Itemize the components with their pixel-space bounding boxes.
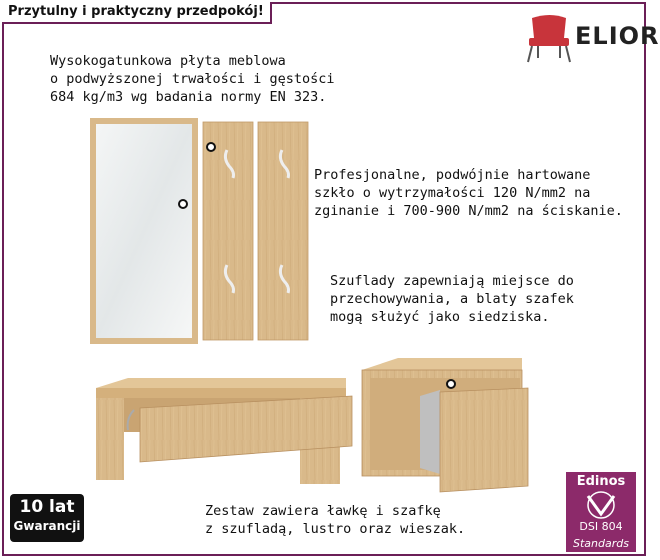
warranty-label: Gwarancji — [13, 519, 81, 533]
glass-marker — [178, 199, 188, 209]
certificate-label: Standards — [573, 537, 629, 550]
warranty-badge — [10, 494, 84, 542]
drawer-marker — [446, 379, 456, 389]
checkmark-icon — [566, 490, 636, 520]
cabinet-with-drawer — [362, 358, 528, 492]
coat-rack-panel-left — [203, 122, 253, 340]
glass-description: Profesjonalne, podwójnie hartowane szkło o wytrzymałości 120 N/mm2 na zginanie i 700-900 N/mm2 na ściskanie. — [314, 167, 623, 219]
warranty-years: 10 lat — [19, 497, 75, 517]
bench — [96, 378, 352, 484]
drawers-description: Szuflady zapewniają miejsce do przechowywania, a blaty szafek mogą służyć jako siedziska. — [330, 273, 574, 325]
panel-description: Wysokogatunkowa płyta meblowa o podwyższonej trwałości i gęstości 684 kg/m3 wg badania normy EN 323. — [50, 53, 335, 105]
page-title: Przytulny i praktyczny przedpokój! — [2, 2, 272, 24]
certificate-badge — [566, 472, 636, 552]
mirror — [90, 118, 198, 344]
certificate-code-right: 804 — [601, 520, 623, 533]
certificate-code — [566, 520, 636, 533]
brand-name: ELIOR — [575, 22, 660, 50]
certificate-brand: Edinos — [576, 474, 626, 489]
certificate-code-left: DSI — [579, 520, 599, 533]
set-description: Zestaw zawiera ławkę i szafkę z szufladą, lustro oraz wieszak. — [205, 503, 466, 537]
coat-rack-panel-right — [258, 122, 308, 340]
panel-marker — [206, 142, 216, 152]
